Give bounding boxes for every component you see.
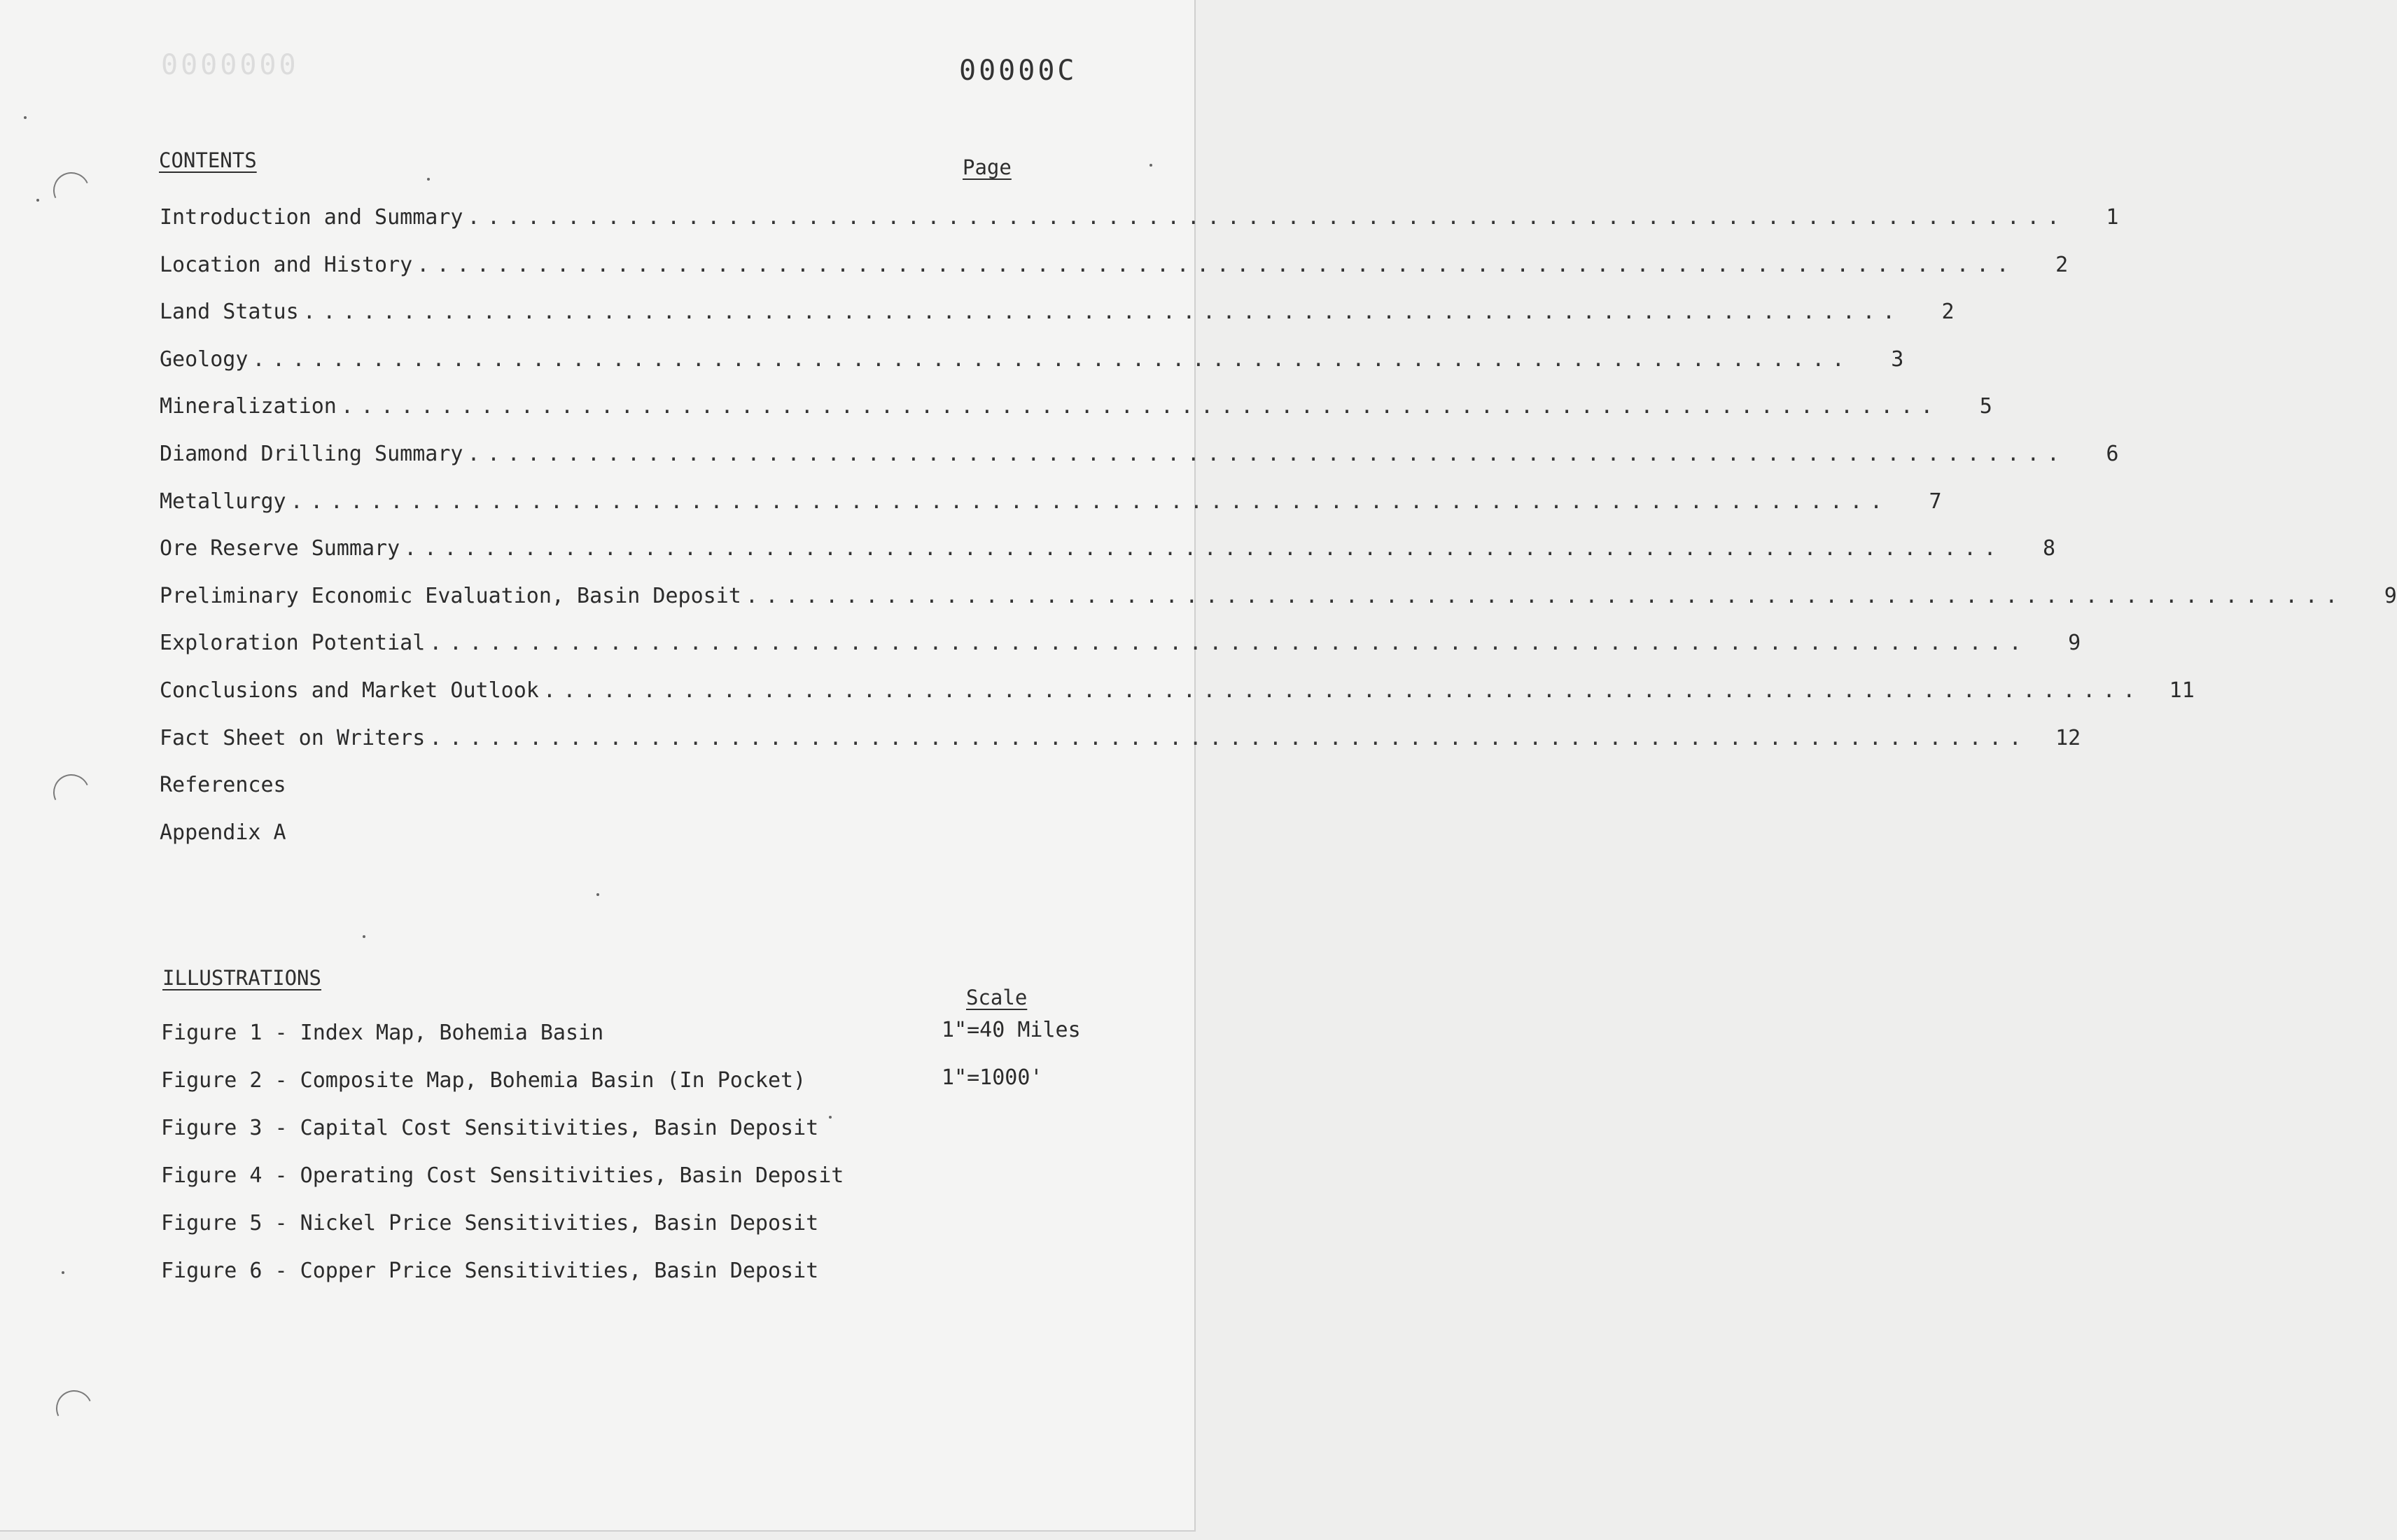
figure-entry-scale: 1"=40 Miles (942, 1018, 1081, 1042)
toc-entry-title: Preliminary Economic Evaluation, Basin Deposit (160, 583, 741, 608)
figure-entry (161, 1065, 1092, 1116)
toc-entry-title: References (160, 773, 286, 798)
toc-entry-page: 6 (2106, 441, 2119, 466)
toc-entry-title: Conclusions and Market Outlook (160, 678, 539, 703)
document-number: 00000C (959, 55, 1077, 87)
figure-entry-label: Figure 2 - Composite Map, Bohemia Basin (In Pocket) (161, 1068, 806, 1093)
page-column-heading: Page (963, 155, 1012, 179)
figure-entry (161, 1018, 1092, 1068)
toc-entry-page: 9 (2384, 583, 2397, 608)
contents-heading: CONTENTS (159, 148, 257, 172)
toc-entry-page: 12 (2055, 725, 2081, 750)
figure-entry-label: Figure 6 - Copper Price Sensitivities, Basin Deposit (161, 1259, 819, 1283)
toc-entry-title: Location and History (160, 252, 413, 277)
toc-entry-title: Exploration Potential (160, 631, 426, 656)
toc-entry (160, 394, 1992, 442)
scan-speck (62, 1271, 64, 1274)
scan-speck (363, 935, 365, 938)
dot-leader: ................................................................................ (404, 536, 2004, 561)
contents-list (160, 205, 2397, 867)
toc-entry-title: Mineralization (160, 394, 337, 419)
toc-entry (160, 346, 1904, 395)
punch-hole-icon (48, 167, 95, 214)
toc-entry-title: Metallurgy (160, 489, 286, 514)
toc-entry-title: Diamond Drilling Summary (160, 441, 463, 466)
toc-entry (160, 205, 2119, 253)
punch-hole-icon (51, 1385, 98, 1432)
dot-leader: ................................................................................ (340, 394, 1941, 419)
dot-leader: ................................................................................ (417, 252, 2017, 277)
figure-entry-label: Figure 1 - Index Map, Bohemia Basin (161, 1021, 604, 1045)
toc-entry-page: 3 (1891, 346, 1904, 372)
toc-entry-page: 7 (1929, 489, 1942, 514)
toc-entry (160, 725, 2081, 774)
scan-speck (36, 199, 39, 202)
dot-leader: ................................................................................ (429, 725, 2029, 750)
dot-leader: ................................................................................ (543, 678, 2143, 703)
scan-speck (24, 116, 27, 119)
dot-leader: ................................................................................ (429, 631, 2029, 656)
figure-entry-label: Figure 3 - Capital Cost Sensitivities, Basin Deposit (161, 1116, 819, 1140)
toc-entry (160, 631, 2081, 678)
toc-entry (160, 300, 1955, 347)
toc-entry-page: 9 (2068, 631, 2081, 656)
dot-leader: ................................................................................ (467, 205, 2067, 230)
toc-entry (160, 773, 1007, 820)
toc-entry-title: Ore Reserve Summary (160, 536, 400, 561)
toc-entry-page: 8 (2043, 536, 2056, 561)
figure-entry (161, 1211, 1092, 1259)
toc-entry-page: 11 (2169, 678, 2195, 703)
toc-entry (160, 820, 1007, 868)
toc-entry (160, 252, 2069, 300)
toc-entry (160, 441, 2119, 489)
toc-entry (160, 489, 1942, 537)
toc-entry-title: Introduction and Summary (160, 205, 463, 230)
figure-entry (161, 1163, 1092, 1211)
scale-column-heading: Scale (966, 986, 1028, 1009)
toc-entry-title: Geology (160, 346, 249, 372)
bleed-through-number: 0000000 (161, 49, 299, 81)
punch-hole-icon (48, 769, 95, 816)
toc-entry-title: Appendix A (160, 820, 286, 845)
toc-entry-page: 2 (2055, 252, 2069, 277)
figure-entry (161, 1259, 1092, 1306)
dot-leader: ................................................................................ (467, 441, 2067, 466)
scan-speck (427, 178, 430, 181)
dot-leader: ................................................................................ (302, 300, 1903, 325)
toc-entry (160, 678, 2195, 726)
illustrations-list (161, 1018, 1092, 1306)
illustrations-heading: ILLUSTRATIONS (162, 966, 321, 990)
dot-leader: ................................................................................ (290, 489, 1890, 514)
figure-entry-label: Figure 5 - Nickel Price Sensitivities, Basin Deposit (161, 1211, 819, 1236)
figure-entry-label: Figure 4 - Operating Cost Sensitivities, Basin Deposit (161, 1163, 844, 1188)
toc-entry (160, 536, 2056, 584)
dot-leader: ................................................................................ (252, 346, 1852, 372)
toc-entry-page: 5 (1979, 394, 1992, 419)
figure-entry (161, 1116, 1092, 1163)
toc-entry-title: Fact Sheet on Writers (160, 725, 426, 750)
toc-entry-title: Land Status (160, 300, 299, 325)
scan-speck (596, 893, 599, 896)
dot-leader: ................................................................................ (745, 583, 2345, 608)
toc-entry-page: 2 (1941, 300, 1955, 325)
toc-entry-page: 1 (2106, 205, 2119, 230)
scan-speck (1149, 164, 1152, 167)
figure-entry-scale: 1"=1000' (942, 1065, 1043, 1090)
toc-entry (160, 583, 2397, 631)
